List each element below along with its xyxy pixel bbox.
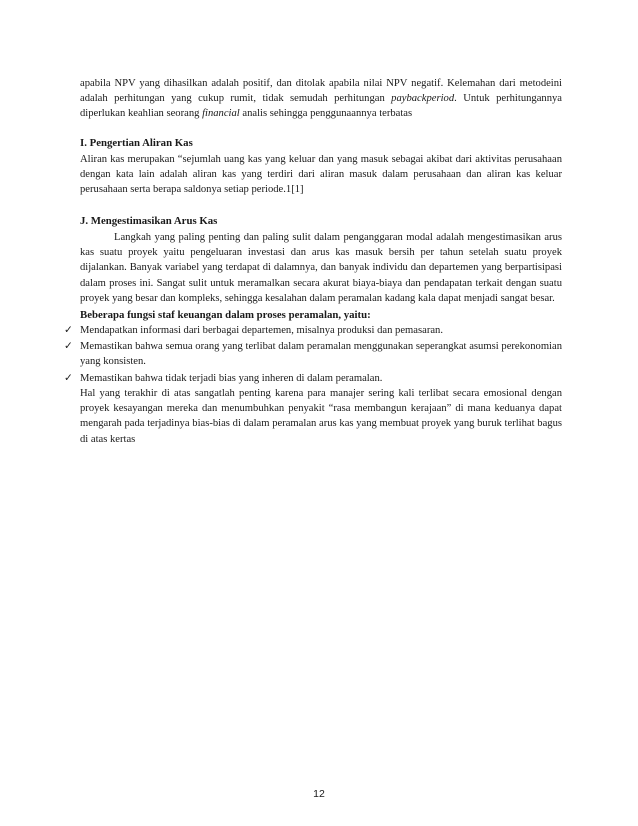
checkmark-icon: ✓: [64, 325, 73, 336]
section-j-closing: Hal yang terakhir di atas sangatlah penting karena para manajer sering kali terlibat secara emosional dengan proyek kesayangan mereka dan menumbuhkan penyakit “rasa membangun kerajaan” di mana keduanya dapat mengarah pada terjadinya bias-bias di dalam peramalan arus kas yang membuat proyek yang buruk terlihat bagus di atas kertas: [80, 388, 562, 445]
intro-italic-2: financial: [202, 108, 240, 120]
bullet-text: Memastikan bahwa tidak terjadi bias yang inheren di dalam peramalan.: [80, 373, 383, 384]
intro-text-1: apabila NPV yang dihasilkan adalah positif, dan ditolak apabila nilai NPV negatif. Kelemahan dari metodeini adalah perhitungan yang cukup rumit, tidak semudah perhitungan: [80, 78, 562, 105]
bullet-text: Mendapatkan informasi dari berbagai departemen, misalnya produksi dan pemasaran.: [80, 325, 444, 336]
section-j-heading: J. Mengestimasikan Arus Kas: [80, 215, 218, 227]
intro-text-3: analis sehingga penggunaannya terbatas: [239, 108, 413, 120]
intro-text-2: . Untuk perhitungannya diperlukan keahlian seorang: [80, 93, 563, 120]
section-i-body: Aliran kas merupakan “sejumlah uang kas yang keluar dan yang masuk sebagai akibat dari aktivitas perusahaan dengan kata lain adalah aliran kas yang terdiri dari aliran masuk dalam perusahaan dan aliran kas keluar perusahaan serta berapa saldonya setiap periode.1[1]: [80, 154, 562, 196]
page-number: 12: [313, 788, 325, 800]
section-i-heading: I. Pengertian Aliran Kas: [80, 137, 193, 149]
bullet-item: [64, 323, 562, 338]
section-j-body: Langkah yang paling penting dan paling sulit dalam penganggaran modal adalah mengestimasikan arus kas suatu proyek yaitu pengeluaran investasi dan arus kas masuk bersih per tahun setelah suatu proyek dijalankan. Banyak variabel yang terdapat di dalamnya, dan banyak individu dan departemen yang berpartisipasi dalam proses ini. Sangat sulit untuk meramalkan secara akurat biaya-biaya dan pendapatan terkait dengan suatu proyek yang besar dan kompleks, sehingga kesalahan dalam peramalan kadang kala dapat menjadi sangat besar.: [80, 232, 562, 304]
intro-paragraph: [80, 76, 562, 122]
bullet-item: [64, 339, 562, 369]
bullet-item: [64, 371, 562, 386]
intro-italic-1: paybackperiod: [391, 93, 455, 105]
checkmark-icon: ✓: [64, 373, 73, 384]
section-j-subheading: Beberapa fungsi staf keuangan dalam proses peramalan, yaitu:: [80, 309, 371, 321]
bullet-text: Memastikan bahwa semua orang yang terlibat dalam peramalan menggunakan seperangkat asumsi perekonomian yang konsisten.: [80, 341, 562, 368]
checkmark-icon: ✓: [64, 341, 73, 352]
